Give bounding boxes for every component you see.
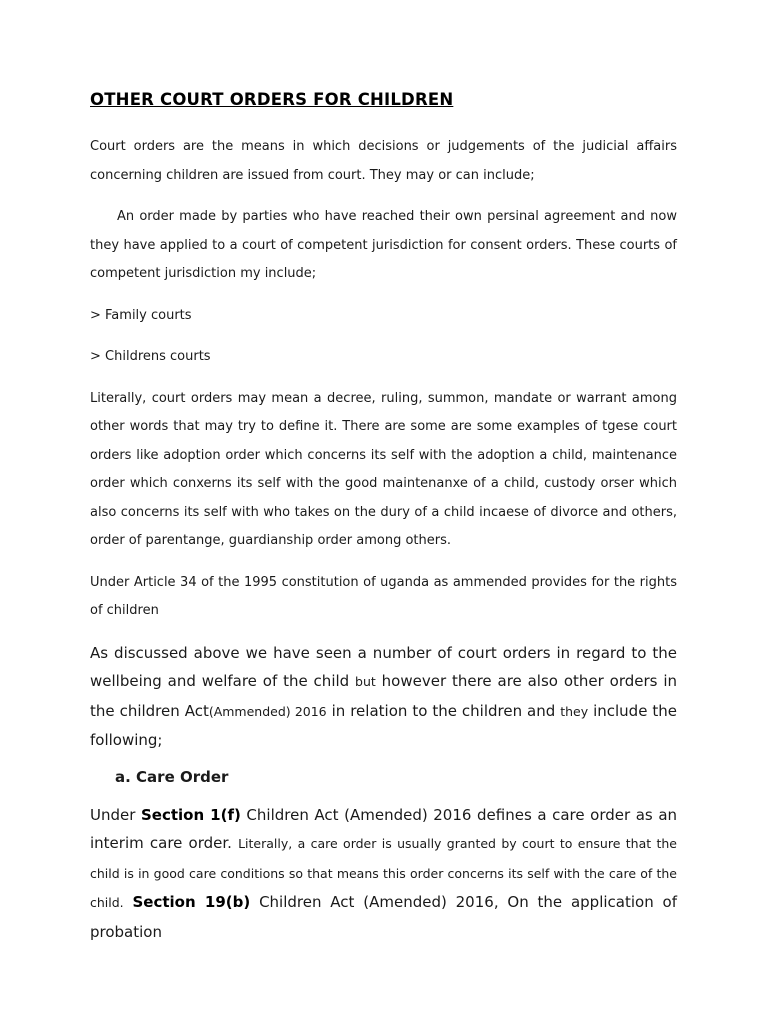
- paragraph-court-orders-meaning: Literally, court orders may mean a decree, ruling, summon, mandate or warrant among other words that may try to define it. There are some are some examples of tgese court orders like adoption order which concerns its self with the adoption a child, maintenance order which conxerns its self with the good maintenanxe of a child, custody orser which also concerns its self with who takes on the dury of a child incaese of divorce and others, order of parentange, guardianship order among others.: [90, 390, 677, 548]
- paragraph-article-34: Under Article 34 of the 1995 constitution of uganda as ammended provides for the rights of children: [90, 574, 677, 618]
- paragraph-consent-orders: An order made by parties who have reached their own persinal agreement and now they have applied to a court of competent jurisdiction for consent orders. These courts of competent jurisdiction my include;: [90, 209, 677, 281]
- paragraph-care-order: Under Section 1(f) Children Act (Amended) 2016 defines a care order as an interim care order. Literally, a care order is usually granted by court to ensure that the child is in good care conditions so that means this order concerns its self with the care of the child. Section 19(b) Children Act (Amended) 2016, On the application of probation: [90, 805, 678, 941]
- heading-care-order: a. Care Order: [115, 767, 229, 786]
- list-item-family-courts: > Family courts: [90, 307, 192, 323]
- document-title: OTHER COURT ORDERS FOR CHILDREN: [90, 90, 454, 109]
- document-body: [90, 90, 677, 946]
- paragraph-other-orders: As discussed above we have seen a number of court orders in regard to the wellbeing and welfare of the child but however there are also other orders in the children Act(Ammended) 2016 in relation to the children and they include the following;: [90, 643, 678, 749]
- list-item-childrens-courts: > Childrens courts: [90, 349, 211, 364]
- paragraph-intro: Court orders are the means in which decisions or judgements of the judicial affairs concerning children are issued from court. They may or can include;: [90, 139, 677, 183]
